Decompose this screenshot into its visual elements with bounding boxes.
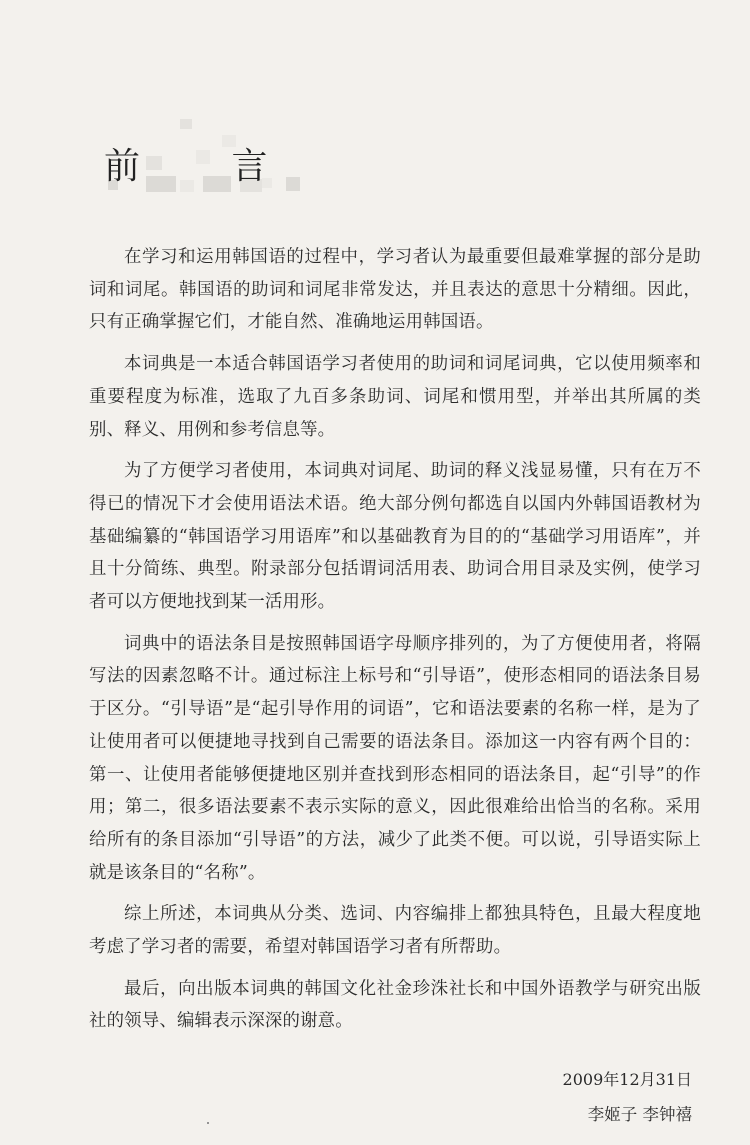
author-names: 李姬子 李钟禧: [587, 1105, 692, 1124]
paragraph: 本词典是一本适合韩国语学习者使用的助词和词尾词典，它以使用频率和重要程度为标准，选取了九百多条助词、词尾和惯用型，并举出其所属的类别、释义、用例和参考信息等。: [89, 354, 701, 440]
scan-speck: [207, 1122, 209, 1124]
preface-date: 2009年12月31日: [562, 1070, 692, 1089]
paragraph: 在学习和运用韩国语的过程中，学习者认为最重要但最难掌握的部分是助词和词尾。韩国语的助词和词尾非常发达，并且表达的意思十分精细。因此，只有正确掌握它们，才能自然、准确地运用韩国语。: [89, 247, 701, 333]
paragraph: 综上所述，本词典从分类、选词、内容编排上都独具特色，且最大程度地考虑了学习者的需要，希望对韩国语学习者有所帮助。: [89, 904, 701, 958]
decorative-square: [180, 119, 192, 129]
page-title: 前 言: [104, 146, 308, 187]
paragraph: 最后，向出版本词典的韩国文化社金珍洙社长和中国外语教学与研究出版社的领导、编辑表示深深的谢意。: [89, 978, 701, 1032]
paragraph: 词典中的语法条目是按照韩国语字母顺序排列的，为了方便使用者，将隔写法的因素忽略不计。通过标注上标号和“引导语”，使形态相同的语法条目易于区分。“引导语”是“起引导作用的词语”，它和语法要素的名称一样，是为了让使用者可以便捷地寻找到自己需要的语法条目。添加这一内容有两个目的：第一、让使用者能够便捷地区别并查找到形态相同的语法条目，起“引导”的作用；第二，很多语法要素不表示实际的意义，因此很难给出恰当的名称。采用给所有的条目添加“引导语”的方法，减少了此类不便。可以说，引导语实际上就是该条目的“名称”。: [89, 633, 701, 883]
preface-body: [89, 241, 701, 1047]
paragraph: 为了方便学习者使用，本词典对词尾、助词的释义浅显易懂，只有在万不得已的情况下才会使用语法术语。绝大部分例句都选自以国内外韩国语教材为基础编纂的“韩国语学习用语库”和以基础教育为目的的“基础学习用语库”，并且十分简练、典型。附录部分包括谓词活用表、助词合用目录及实例，使学习者可以方便地找到某一活用形。: [89, 461, 701, 613]
